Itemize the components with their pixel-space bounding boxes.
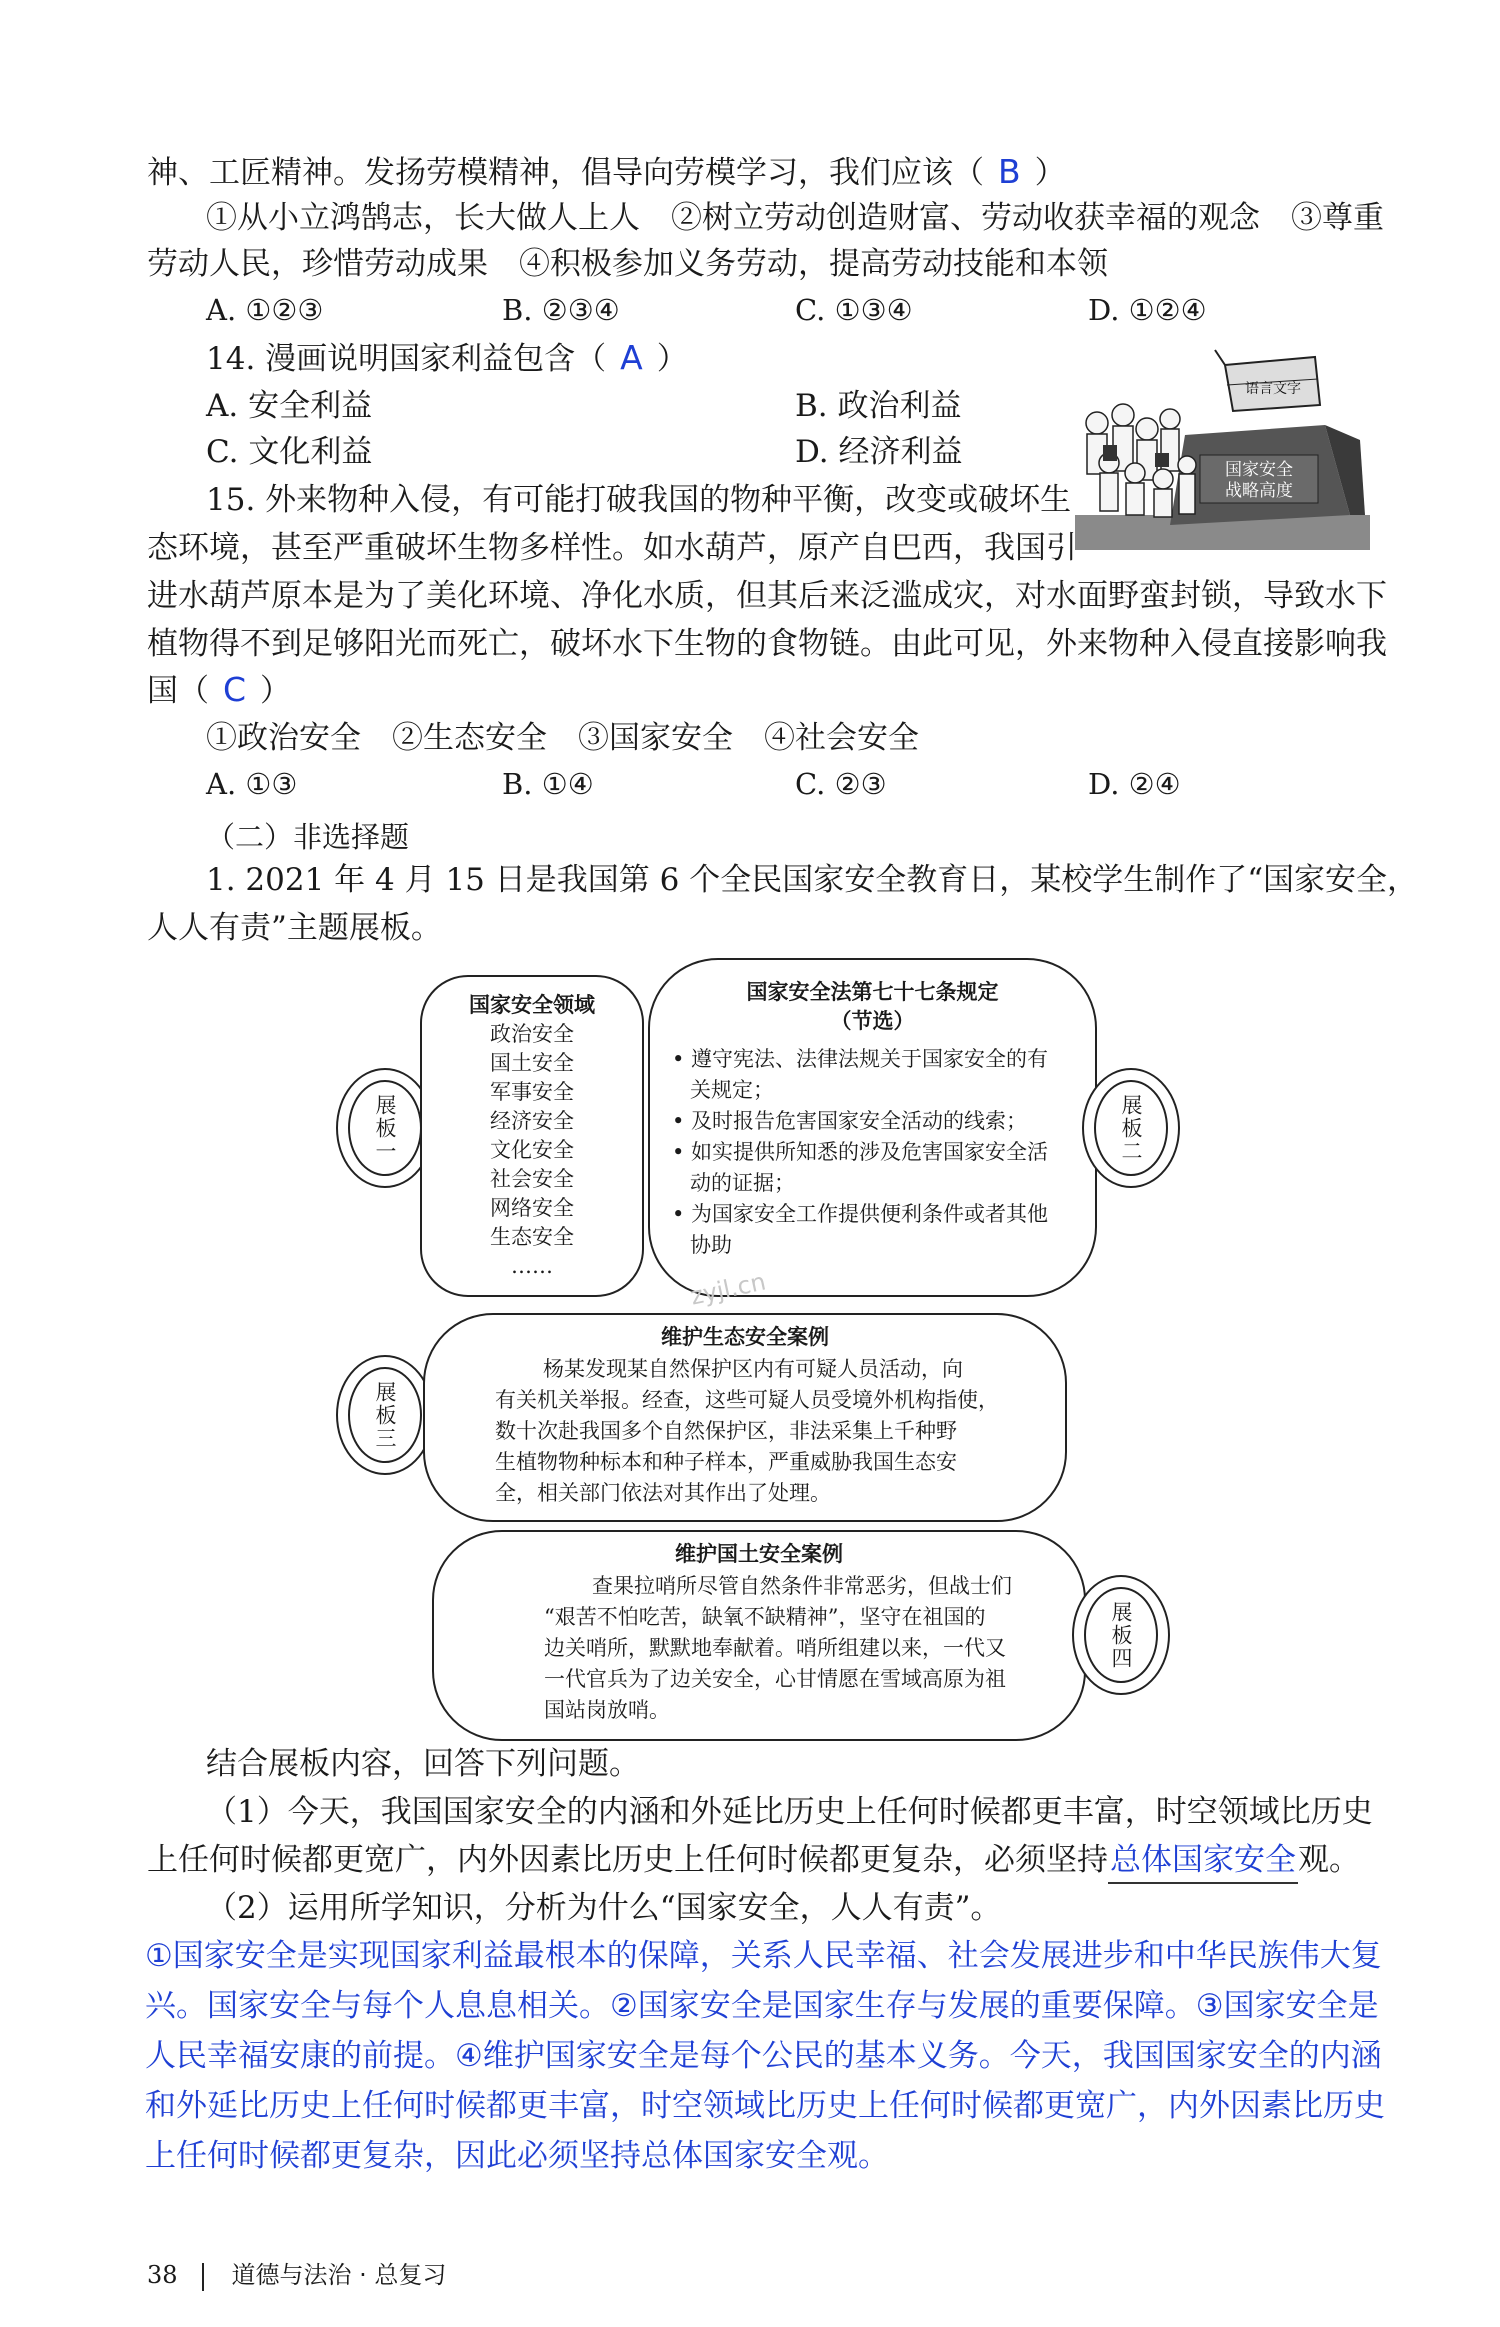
q13-line1: 神、工匠精神。发扬劳模精神，倡导向劳模学习，我们应该（ B ） <box>147 152 1066 191</box>
board1-item: 经济安全 <box>490 1109 574 1133</box>
q14-stem: 14. 漫画说明国家利益包含（ A ） <box>206 338 688 377</box>
answer-line: 和外延比历史上任何时候都更丰富，时空领域比历史上任何时候都更宽广，内外因素比历史 <box>145 2088 1385 2124</box>
board2-subtitle: （节选） <box>830 1009 915 1033</box>
q15-choices: ①政治安全 ②生态安全 ③国家安全 ④社会安全 <box>206 720 919 756</box>
board1-item: 国土安全 <box>490 1051 574 1075</box>
comic-illustration <box>1075 345 1370 550</box>
comic-drawing <box>1075 345 1370 550</box>
board1-list <box>422 1020 642 1281</box>
q13-option-c: C. ①③④ <box>795 293 913 327</box>
board1-item: 生态安全 <box>490 1225 574 1249</box>
board4-panel <box>432 1530 1086 1741</box>
q15-option-d: D. ②④ <box>1088 767 1181 801</box>
q13-line2: ①从小立鸿鹄志，长大做人上人 ②树立劳动创造财富、劳动收获幸福的观念 ③尊重 <box>206 200 1384 236</box>
q15-line2: 态环境，甚至严重破坏生物多样性。如水葫芦，原产自巴西，我国引 <box>147 530 1077 566</box>
q14-answer: A <box>620 338 643 377</box>
watermark: zyjl.cn <box>687 1267 769 1311</box>
q15-option-c: C. ②③ <box>795 767 887 801</box>
board2-item: • 遵守宪法、法律法规关于国家安全的有关规定； <box>672 1047 1049 1102</box>
board3-title: 维护生态安全案例 <box>661 1325 829 1349</box>
p1-line1: 1. 2021 年 4 月 15 日是我国第 6 个全民国家安全教育日，某校学生制作了“国家安全， <box>206 862 1419 898</box>
comic-sign-line1: 国家安全 <box>1225 460 1293 480</box>
page-footer <box>147 2255 446 2291</box>
board4-line: 查果拉哨所尽管自然条件非常恶劣，但战士们 <box>592 1574 1012 1598</box>
board1-item: 文化安全 <box>490 1138 574 1162</box>
book-title: 道德与法治 · 总复习 <box>231 2261 447 2289</box>
board1-panel <box>420 975 644 1297</box>
board3-line: 生植物物种标本和种子样本，严重威胁我国生态安 <box>495 1450 957 1474</box>
board4-title: 维护国土安全案例 <box>675 1542 843 1566</box>
board1-item: 政治安全 <box>490 1022 574 1046</box>
board4-label: 展板四 <box>1109 1600 1133 1670</box>
footer-divider <box>202 2263 204 2291</box>
q14-option-a: A. 安全利益 <box>206 388 373 424</box>
q14-option-b: B. 政治利益 <box>795 388 962 424</box>
board3-panel <box>423 1313 1067 1522</box>
page-number: 38 <box>147 2261 178 2289</box>
section-heading: （二）非选择题 <box>206 820 410 854</box>
q14-option-c: C. 文化利益 <box>206 434 373 470</box>
q15-option-a: A. ①③ <box>206 767 298 801</box>
board1-label: 展板一 <box>373 1093 397 1163</box>
board3-line: 数十次赴我国多个自然保护区，非法采集上千种野 <box>495 1419 957 1443</box>
board3-label: 展板三 <box>373 1380 397 1450</box>
q15-answer: C <box>223 670 247 709</box>
board4-line: 一代官兵为了边关安全，心甘情愿在雪域高原为祖 <box>544 1667 1006 1691</box>
q13-line3: 劳动人民，珍惜劳动成果 ④积极参加义务劳动，提高劳动技能和本领 <box>147 246 1108 282</box>
answer-line: ①国家安全是实现国家利益最根本的保障，关系人民幸福、社会发展进步和中华民族伟大复 <box>145 1938 1382 1974</box>
q15-line5: 国（ C ） <box>147 670 292 709</box>
board2-list <box>672 1044 1065 1261</box>
sub1-line2: 上任何时候都更宽广，内外因素比历史上任何时候都更复杂，必须坚持总体国家安全观。 <box>147 1838 1360 1884</box>
board3-line: 全，相关部门依法对其作出了处理。 <box>495 1481 831 1505</box>
board3-line: 杨某发现某自然保护区内有可疑人员活动，向 <box>543 1357 963 1381</box>
sub1-answer: 总体国家安全 <box>1108 1838 1298 1884</box>
board4-label-circle <box>1072 1575 1170 1695</box>
q14-option-d: D. 经济利益 <box>795 434 963 470</box>
board4-text <box>544 1571 1044 1726</box>
board1-title: 国家安全领域 <box>469 993 595 1017</box>
answer-line: 人民幸福安康的前提。④维护国家安全是每个公民的基本义务。今天，我国国家安全的内涵 <box>145 2038 1382 2074</box>
board2-panel <box>648 958 1097 1297</box>
board2-label-circle <box>1082 1068 1180 1188</box>
board4-line: “艰苦不怕吃苦，缺氧不缺精神”，坚守在祖国的 <box>544 1605 986 1629</box>
board2-item: • 及时报告危害国家安全活动的线索； <box>672 1109 1028 1133</box>
board2-item: • 为国家安全工作提供便利条件或者其他协助 <box>672 1202 1049 1257</box>
sub2-question: （2）运用所学知识，分析为什么“国家安全，人人有责”。 <box>206 1890 1002 1926</box>
q15-line3: 进水葫芦原本是为了美化环境、净化水质，但其后来泛滥成灾，对水面野蛮封锁，导致水下 <box>147 578 1387 614</box>
board3-line: 有关机关举报。经查，这些可疑人员受境外机构指使， <box>495 1388 999 1412</box>
answer-line: 上任何时候都更复杂，因此必须坚持总体国家安全观。 <box>145 2138 889 2174</box>
p1-line2: 人人有责”主题展板。 <box>147 910 442 946</box>
board3-label-circle <box>336 1355 434 1475</box>
board1-item: 网络安全 <box>490 1196 574 1220</box>
board3-text <box>495 1354 1025 1509</box>
board1-item: …… <box>511 1254 553 1278</box>
board2-item: • 如实提供所知悉的涉及危害国家安全活动的证据； <box>672 1140 1049 1195</box>
comic-sign-line2: 战略高度 <box>1225 481 1293 501</box>
q15-option-b: B. ①④ <box>502 767 594 801</box>
board2-title: 国家安全法第七十七条规定 <box>746 980 999 1004</box>
board4-line: 边关哨所，默默地奉献着。哨所组建以来，一代又 <box>544 1636 1006 1660</box>
comic-book-label: 语言文字 <box>1245 381 1301 397</box>
q13-option-a: A. ①②③ <box>206 293 324 327</box>
q-intro: 结合展板内容，回答下列问题。 <box>206 1746 640 1782</box>
board1-item: 社会安全 <box>490 1167 574 1191</box>
answer-line: 兴。国家安全与每个人息息相关。②国家安全是国家生存与发展的重要保障。③国家安全是 <box>145 1988 1379 2024</box>
q13-option-b: B. ②③④ <box>502 293 620 327</box>
board1-item: 军事安全 <box>490 1080 574 1104</box>
q13-answer: B <box>998 152 1021 191</box>
q15-line4: 植物得不到足够阳光而死亡，破坏水下生物的食物链。由此可见，外来物种入侵直接影响我 <box>147 626 1387 662</box>
board2-label: 展板二 <box>1119 1093 1143 1163</box>
q13-option-d: D. ①②④ <box>1088 293 1207 327</box>
q15-line1: 15. 外来物种入侵，有可能打破我国的物种平衡，改变或破坏生 <box>206 482 1072 518</box>
sub1-line1: （1）今天，我国国家安全的内涵和外延比历史上任何时候都更丰富，时空领域比历史 <box>206 1794 1373 1830</box>
board4-line: 国站岗放哨。 <box>544 1698 670 1722</box>
